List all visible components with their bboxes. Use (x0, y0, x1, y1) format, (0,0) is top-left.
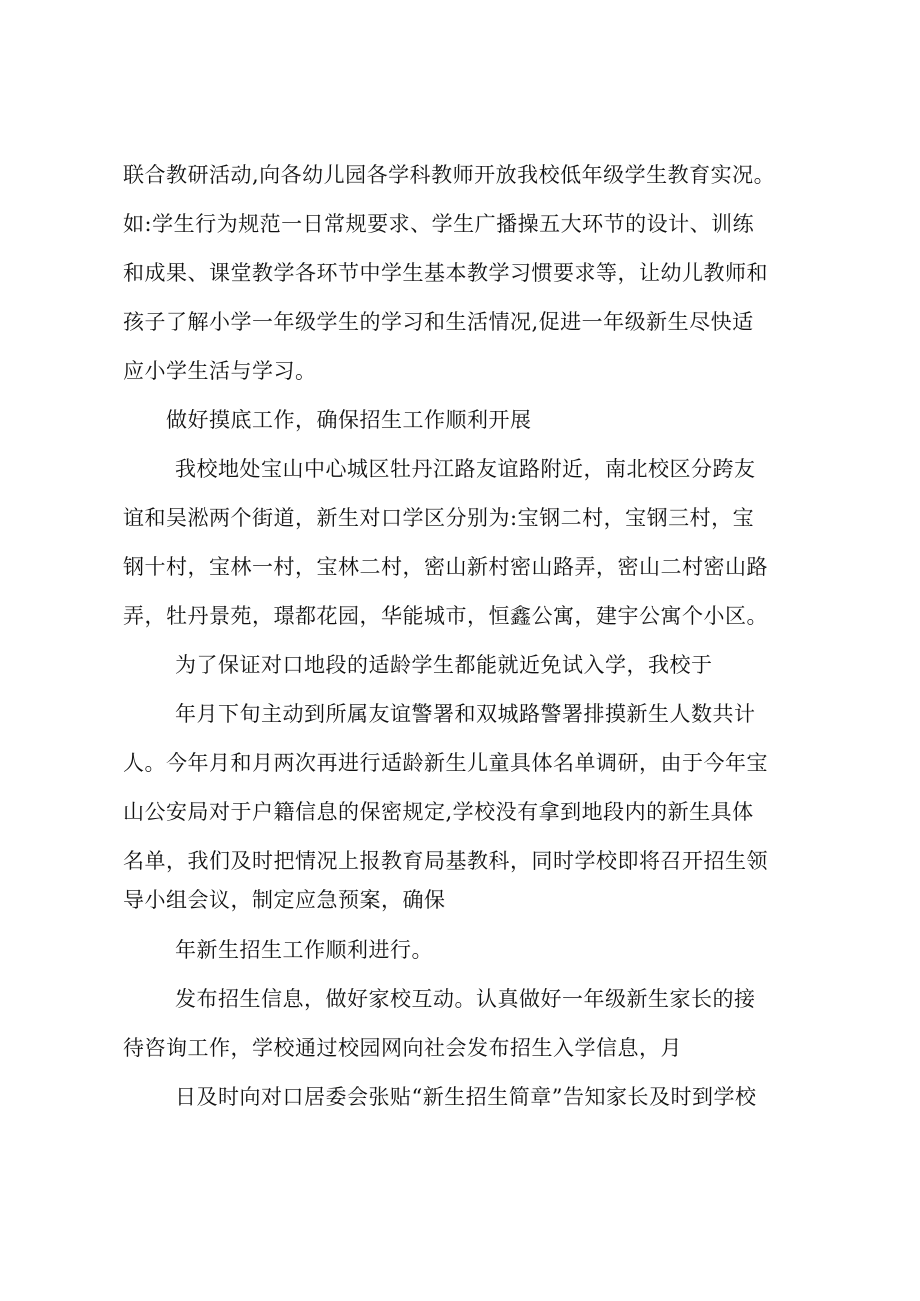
text-line: 应小学生活与学习。 (123, 359, 317, 383)
text-line: 待咨询工作，学校通过校园网向社会发布招生入学信息，月 (123, 1036, 682, 1060)
text-line: 为了保证对口地段的适龄学生都能就近免试入学，我校于 (175, 653, 713, 677)
section-heading: 做好摸底工作，确保招生工作顺利开展 (166, 408, 532, 432)
text-line: 如:学生行为规范一日常规要求、学生广播操五大环节的设计、训练 (123, 212, 755, 236)
text-line: 钢十村，宝林一村，宝林二村，密山新村密山路弄，密山二村密山路 (123, 555, 768, 579)
text-line: 人。今年月和月两次再进行适龄新生儿童具体名单调研，由于今年宝 (123, 751, 768, 775)
text-line: 年新生招生工作顺利进行。 (175, 938, 433, 962)
text-line: 日及时向对口居委会张贴“新生招生简章”告知家长及时到学校 (175, 1085, 757, 1109)
text-line: 导小组会议，制定应急预案，确保 (123, 888, 446, 912)
text-line: 年月下旬主动到所属友谊警署和双城路警署排摸新生人数共计 (175, 702, 756, 726)
text-line: 谊和吴淞两个街道，新生对口学区分别为:宝钢二村，宝钢三村，宝 (123, 506, 755, 530)
text-line: 弄，牡丹景苑，璟都花园，华能城市，恒鑫公寓，建宇公寓个小区。 (123, 604, 768, 628)
text-line: 山公安局对于户籍信息的保密规定,学校没有拿到地段内的新生具体 (123, 800, 754, 824)
text-line: 我校地处宝山中心城区牡丹江路友谊路附近，南北校区分跨友 (175, 457, 756, 481)
text-line: 和成果、课堂教学各环节中学生基本教学习惯要求等，让幼儿教师和 (123, 261, 768, 285)
text-line: 发布招生信息，做好家校互动。认真做好一年级新生家长的接 (175, 987, 756, 1011)
text-line: 联合教研活动,向各幼儿园各学科教师开放我校低年级学生教育实况。 (123, 163, 776, 187)
text-line: 名单，我们及时把情况上报教育局基教科，同时学校即将召开招生领 (123, 849, 768, 873)
text-line: 孩子了解小学一年级学生的学习和生活情况,促进一年级新生尽快适 (123, 310, 754, 334)
